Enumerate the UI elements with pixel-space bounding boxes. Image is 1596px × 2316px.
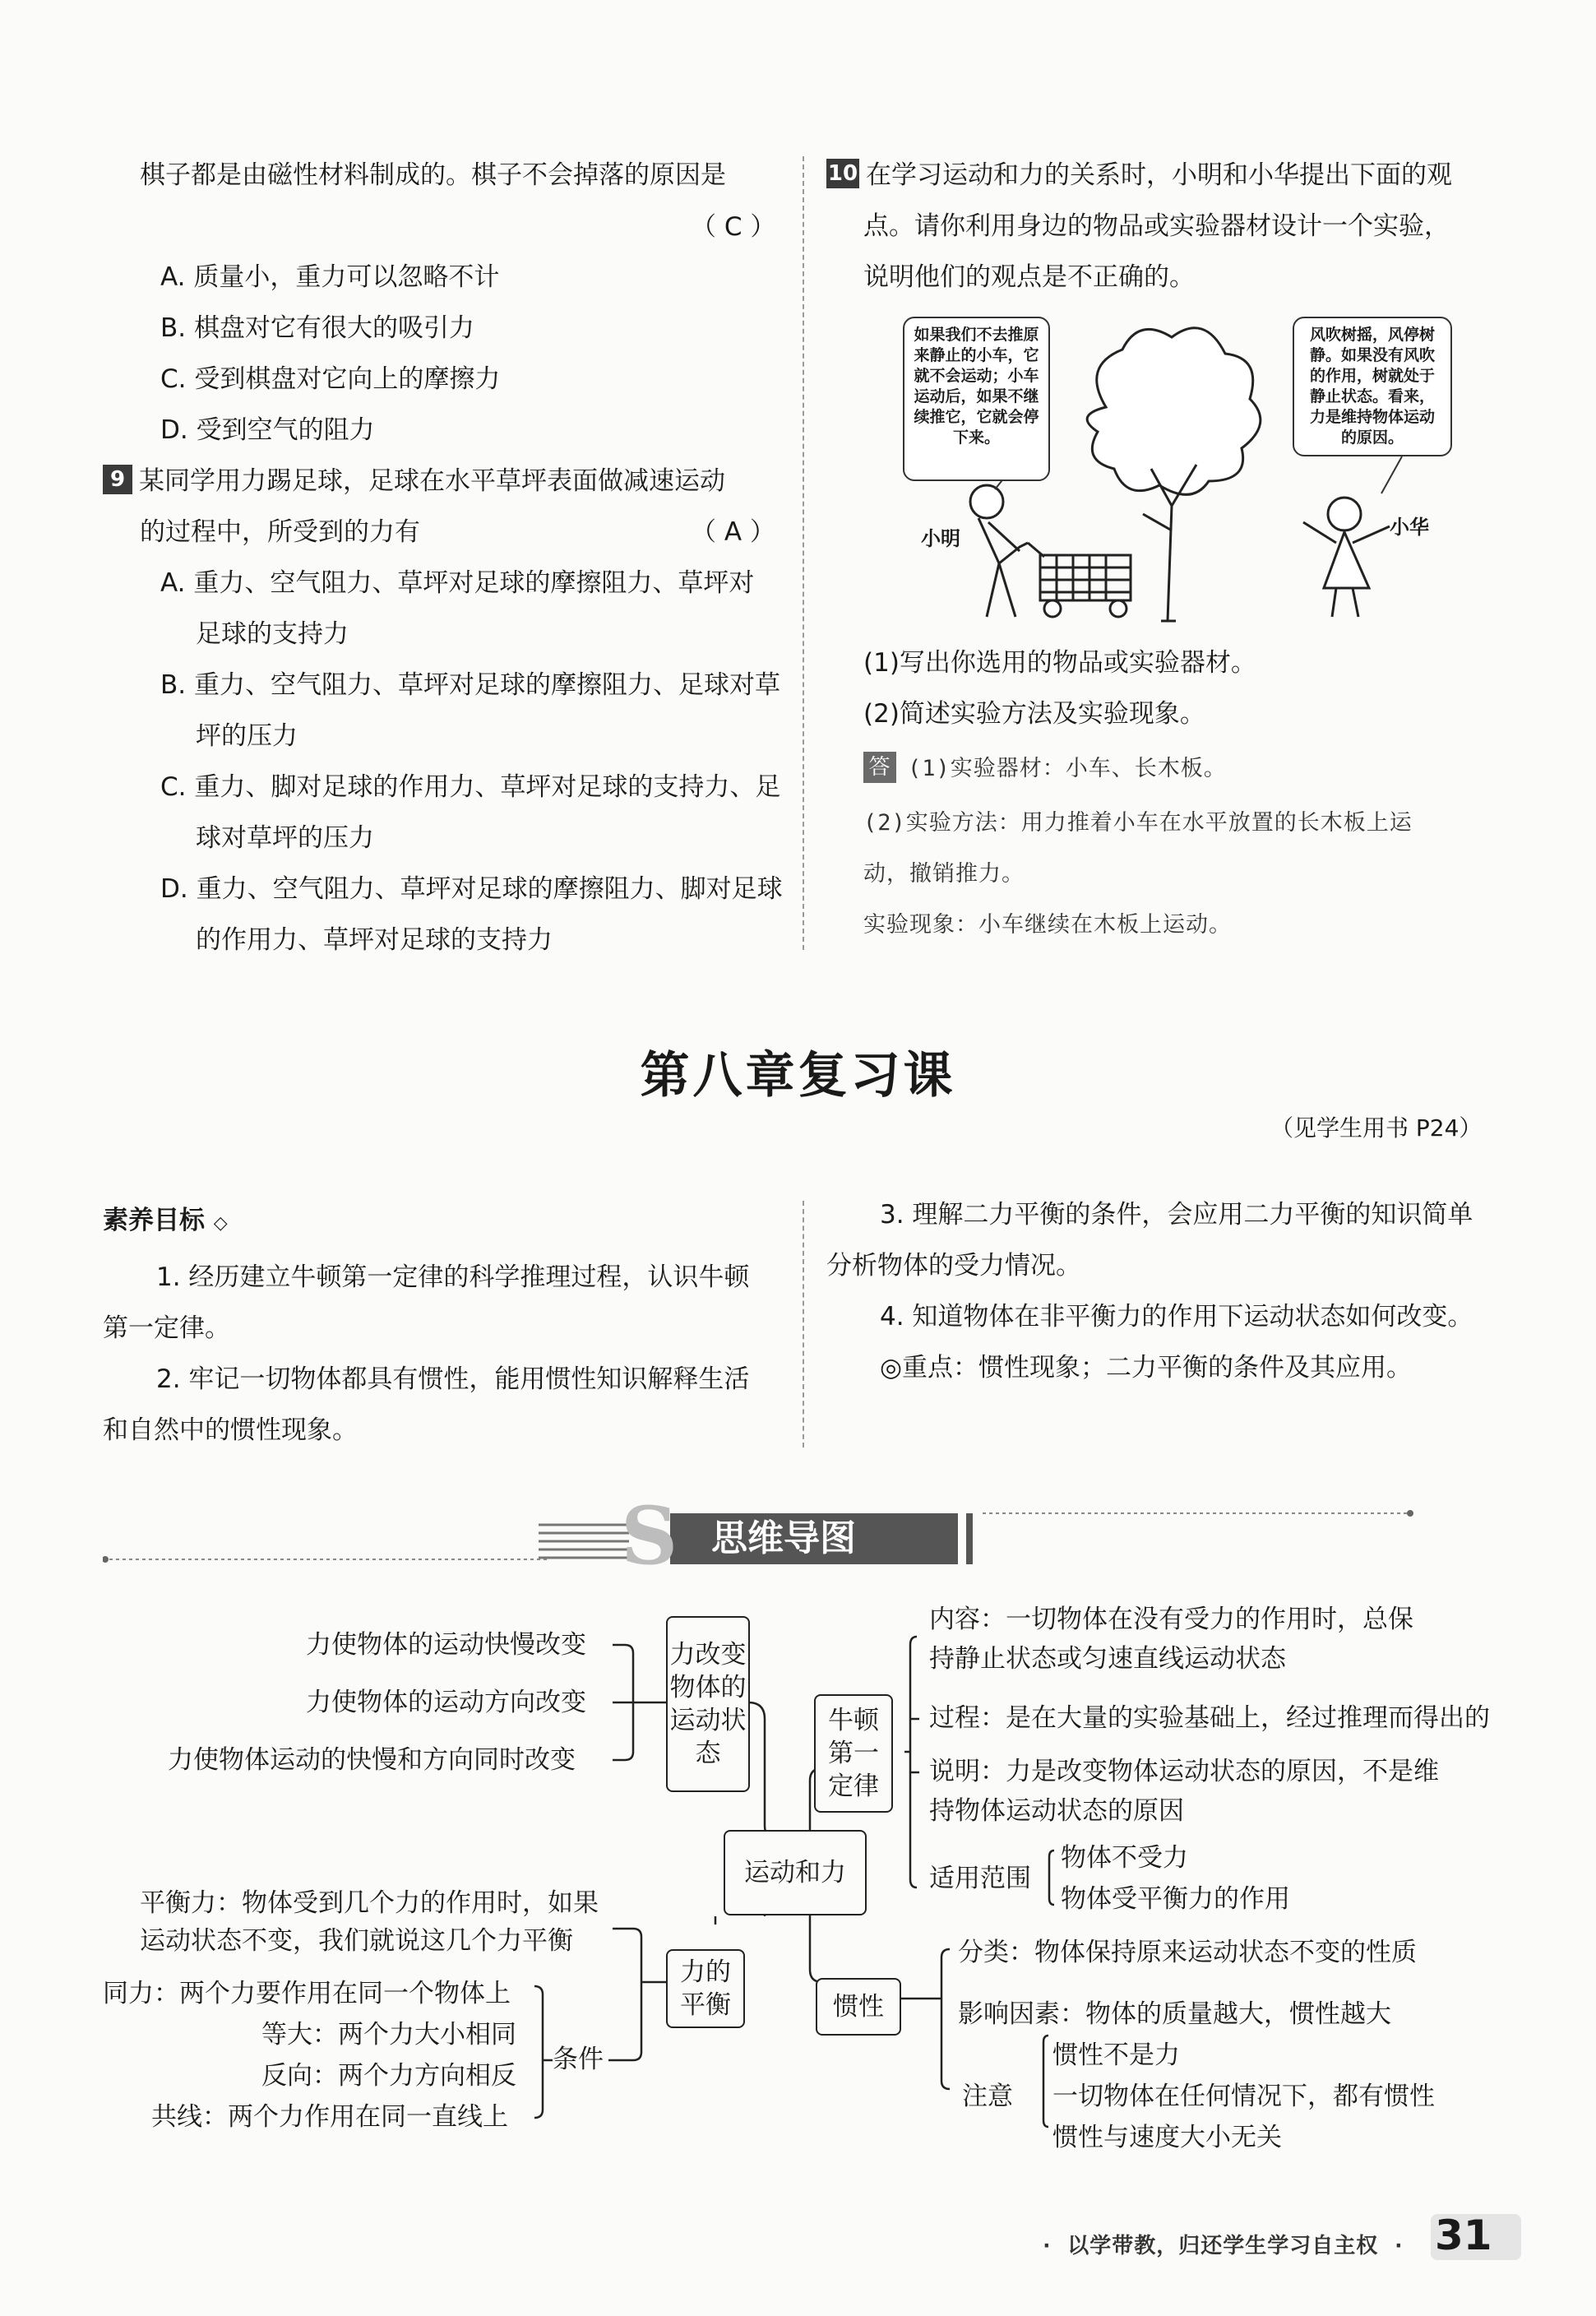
label-xiaohua: 小华 [1390, 516, 1429, 539]
bubble-xiaohua: 风吹树摇，风停树静。如果没有风吹的作用，树就处于静止状态。看来，力是维持物体运动的原因。 [1293, 317, 1452, 456]
q8-stem-tail: 棋子都是由磁性材料制成的。棋子不会掉落的原因是 [140, 160, 726, 190]
cond-item-3: 反向：两个力方向相反 [261, 2061, 516, 2091]
force-change-box: 力改变物体的运动状态 [666, 1616, 750, 1792]
note-item-2: 一切物体在任何情况下，都有惯性 [1052, 2082, 1435, 2111]
q9-stem-line1: 9 某同学用力踢足球，足球在水平草坪表面做减速运动 [103, 456, 725, 507]
q10-sub2: (2)简述实验方法及实验现象。 [863, 699, 1205, 729]
q9-option-a-l1: A. 重力、空气阻力、草坪对足球的摩擦阻力、草坪对 [160, 568, 755, 598]
cond-item-2: 等大：两个力大小相同 [261, 2020, 516, 2050]
q9-option-d-l1: D. 重力、空气阻力、草坪对足球的摩擦阻力、脚对足球 [160, 874, 783, 904]
footer-slogan: · 以学带教，归还学生学习自主权 · [1040, 2234, 1406, 2258]
balance-def-l1: 平衡力：物体受到几个力的作用时，如果 [140, 1888, 599, 1918]
note-item-1: 惯性不是力 [1052, 2040, 1180, 2070]
q8-option-d: D. 受到空气的阻力 [160, 415, 375, 445]
q9-option-a-l2: 足球的支持力 [196, 619, 349, 649]
q8-option-a: A. 质量小，重力可以忽略不计 [160, 262, 500, 292]
balance-box: 力的平衡 [666, 1949, 745, 2028]
cond-item-4: 共线：两个力作用在同一直线上 [151, 2102, 508, 2132]
q9-option-b-l2: 坪的压力 [196, 721, 298, 751]
newton-explain-l2: 持物体运动状态的原因 [929, 1796, 1184, 1826]
q9-number: 9 [103, 465, 132, 494]
q10-answer-line1: 答 (1)实验器材：小车、长木板。 [863, 750, 1227, 783]
q9-option-b-l1: B. 重力、空气阻力、草坪对足球的摩擦阻力、足球对草 [160, 670, 780, 700]
force-change-item-1: 力使物体的运动快慢改变 [306, 1630, 586, 1660]
goal-1-l1: 1. 经历建立牛顿第一定律的科学推理过程，认识牛顿 [156, 1262, 750, 1292]
q9-option-c-l1: C. 重力、脚对足球的作用力、草坪对足球的支持力、足 [160, 772, 781, 802]
scope-item-2: 物体受平衡力的作用 [1061, 1884, 1290, 1914]
q9-option-d-l2: 的作用力、草坪对足球的支持力 [196, 925, 553, 955]
q10-stem-line2: 点。请你利用身边的物品或实验器材设计一个实验， [863, 211, 1450, 241]
q10-stem-line1: 10 在学习运动和力的关系时，小明和小华提出下面的观 [827, 160, 1452, 190]
goals-key-points: ◎重点：惯性现象；二力平衡的条件及其应用。 [880, 1353, 1413, 1383]
banner-letter-s: S [621, 1489, 678, 1582]
newton-process: 过程：是在大量的实验基础上，经过推理而得出的 [929, 1703, 1490, 1733]
balance-def-l2: 运动状态不变，我们就说这几个力平衡 [140, 1926, 573, 1956]
scope-label: 适用范围 [929, 1864, 1031, 1893]
q8-option-b: B. 棋盘对它有很大的吸引力 [160, 313, 474, 343]
inertia-box: 惯性 [816, 1978, 901, 2036]
force-change-item-2: 力使物体的运动方向改变 [306, 1688, 586, 1717]
inertia-factor: 影响因素：物体的质量越大，惯性越大 [958, 1999, 1391, 2029]
newton-explain-l1: 说明：力是改变物体运动状态的原因，不是维 [929, 1757, 1439, 1786]
banner-title: 思维导图 [711, 1517, 856, 1559]
scope-item-1: 物体不受力 [1061, 1843, 1188, 1873]
q8-answer: （ C ） [691, 212, 776, 242]
answer-tag: 答 [863, 752, 896, 783]
note-item-3: 惯性与速度大小无关 [1052, 2123, 1282, 2152]
q10-answer-line4: 实验现象：小车继续在木板上运动。 [863, 912, 1232, 938]
q10-sub1: (1)写出你选用的物品或实验器材。 [863, 648, 1256, 678]
cond-label: 条件 [553, 2045, 604, 2074]
cond-item-1: 同力：两个力要作用在同一个物体上 [103, 1979, 511, 2008]
goal-2-l2: 和自然中的惯性现象。 [103, 1415, 358, 1445]
q10-answer-line2: (2)实验方法：用力推着小车在水平放置的长木板上运 [863, 810, 1413, 836]
chapter-title: 第八章复习课 [640, 1047, 956, 1105]
note-label: 注意 [962, 2082, 1013, 2111]
newton-content-l2: 持静止状态或匀速直线运动状态 [929, 1644, 1286, 1674]
goals-heading: 素养目标 ◇ [103, 1206, 228, 1235]
diamond-icon: ◇ [213, 1213, 228, 1234]
page-number: 31 [1435, 2212, 1492, 2259]
q10-number: 10 [826, 159, 859, 188]
goal-4-l1: 4. 知道物体在非平衡力的作用下运动状态如何改变。 [880, 1302, 1473, 1332]
newton-content-l1: 内容：一切物体在没有受力的作用时，总保 [929, 1605, 1413, 1634]
q10-answer-line3: 动，撤销推力。 [863, 861, 1025, 887]
q8-option-c: C. 受到棋盘对它向上的摩擦力 [160, 364, 501, 394]
q9-stem-line2: 的过程中，所受到的力有 [140, 517, 420, 547]
chapter-ref: （见学生用书 P24） [1270, 1114, 1483, 1142]
bubble-xiaoming: 如果我们不去推原来静止的小车，它就不会运动；小车运动后，如果不继续推它，它就会停下来。 [903, 317, 1050, 481]
q10-stem-line3: 说明他们的观点是不正确的。 [863, 262, 1195, 292]
label-xiaoming: 小明 [921, 527, 960, 550]
q9-answer: （ A ） [691, 517, 775, 547]
goal-3-l2: 分析物体的受力情况。 [826, 1251, 1081, 1281]
goal-3-l1: 3. 理解二力平衡的条件，会应用二力平衡的知识简单 [880, 1200, 1473, 1230]
q9-option-c-l2: 球对草坪的压力 [196, 823, 374, 853]
inertia-class: 分类：物体保持原来运动状态不变的性质 [958, 1938, 1417, 1967]
newton-law-box: 牛顿第一定律 [814, 1694, 893, 1813]
goal-2-l1: 2. 牢记一切物体都具有惯性，能用惯性知识解释生活 [156, 1364, 750, 1394]
center-box: 运动和力 [724, 1830, 867, 1915]
goal-1-l2: 第一定律。 [103, 1313, 230, 1343]
force-change-item-3: 力使物体运动的快慢和方向同时改变 [168, 1745, 576, 1775]
